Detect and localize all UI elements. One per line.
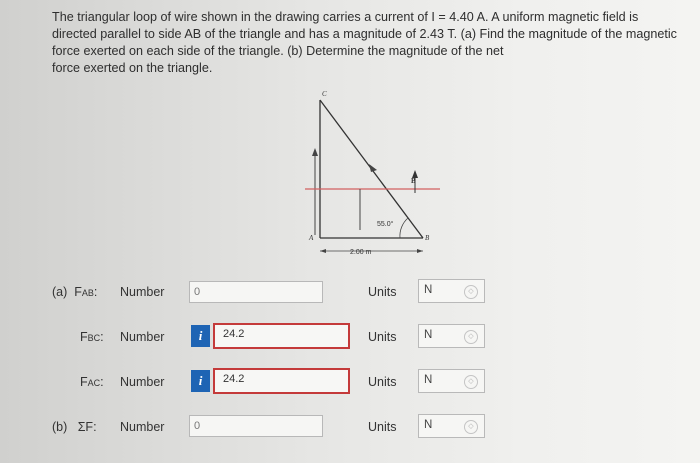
- fac-number-input[interactable]: 24.2: [213, 368, 350, 394]
- units-label: Units: [368, 420, 397, 434]
- problem-line-1: The triangular loop of wire shown in the drawing carries a current of I = 4.40 A. A uniform magnetic field is: [52, 10, 639, 24]
- angle-label: 55.0°: [377, 221, 394, 228]
- units-label: Units: [368, 330, 397, 344]
- unit-value: N: [424, 419, 433, 431]
- problem-line-3: force exerted on each side of the triangle. (b) Determine the magnitude of the net: [52, 44, 504, 58]
- label-colon: :: [93, 420, 97, 434]
- label-colon: :: [100, 375, 104, 389]
- fbc-unit-select[interactable]: [418, 324, 485, 348]
- row-label-net: [52, 420, 97, 434]
- info-icon[interactable]: i: [191, 325, 210, 347]
- force-symbol: F: [74, 285, 82, 299]
- number-label: Number: [120, 420, 165, 434]
- chevron-updown-icon: ◇: [464, 375, 478, 389]
- net-unit-select[interactable]: [418, 414, 485, 438]
- label-c: C: [322, 90, 327, 98]
- net-number-input[interactable]: 0: [189, 415, 323, 437]
- number-label: Number: [120, 375, 165, 389]
- units-label: Units: [368, 285, 397, 299]
- force-subscript: AC: [87, 378, 101, 388]
- unit-value: N: [424, 284, 433, 296]
- force-subscript: BC: [87, 333, 101, 343]
- force-symbol: F: [80, 375, 88, 389]
- fac-unit-select[interactable]: [418, 369, 485, 393]
- chevron-updown-icon: ◇: [464, 420, 478, 434]
- part-label: (b): [52, 420, 68, 434]
- problem-line-2: directed parallel to side AB of the triangle and has a magnitude of 2.43 T. (a) Find the magnitude of the magnetic: [52, 27, 677, 41]
- label-colon: :: [100, 330, 104, 344]
- fbc-number-input[interactable]: 24.2: [213, 323, 350, 349]
- force-subscript: AB: [81, 288, 94, 298]
- chevron-updown-icon: ◇: [464, 330, 478, 344]
- fab-unit-select[interactable]: [418, 279, 485, 303]
- problem-statement: [52, 9, 692, 77]
- triangle-svg: [305, 90, 445, 260]
- problem-line-4: force exerted on the triangle.: [52, 61, 213, 75]
- fab-number-input[interactable]: 0: [189, 281, 323, 303]
- row-label-fab: [52, 285, 97, 299]
- row-label-fac: [80, 375, 104, 389]
- force-symbol: ΣF: [77, 420, 94, 434]
- number-label: Number: [120, 330, 165, 344]
- force-symbol: F: [80, 330, 88, 344]
- part-label: (a): [52, 285, 68, 299]
- row-label-fbc: [80, 330, 104, 344]
- number-label: Number: [120, 285, 165, 299]
- label-b: B: [425, 234, 430, 242]
- length-label: 2.00 m: [350, 249, 372, 256]
- unit-value: N: [424, 329, 433, 341]
- unit-value: N: [424, 374, 433, 386]
- units-label: Units: [368, 375, 397, 389]
- info-icon[interactable]: i: [191, 370, 210, 392]
- label-a: A: [309, 234, 314, 242]
- triangle-diagram: [305, 90, 445, 260]
- label-field-b: B⃗: [411, 177, 422, 185]
- chevron-updown-icon: ◇: [464, 285, 478, 299]
- label-colon: :: [93, 285, 98, 299]
